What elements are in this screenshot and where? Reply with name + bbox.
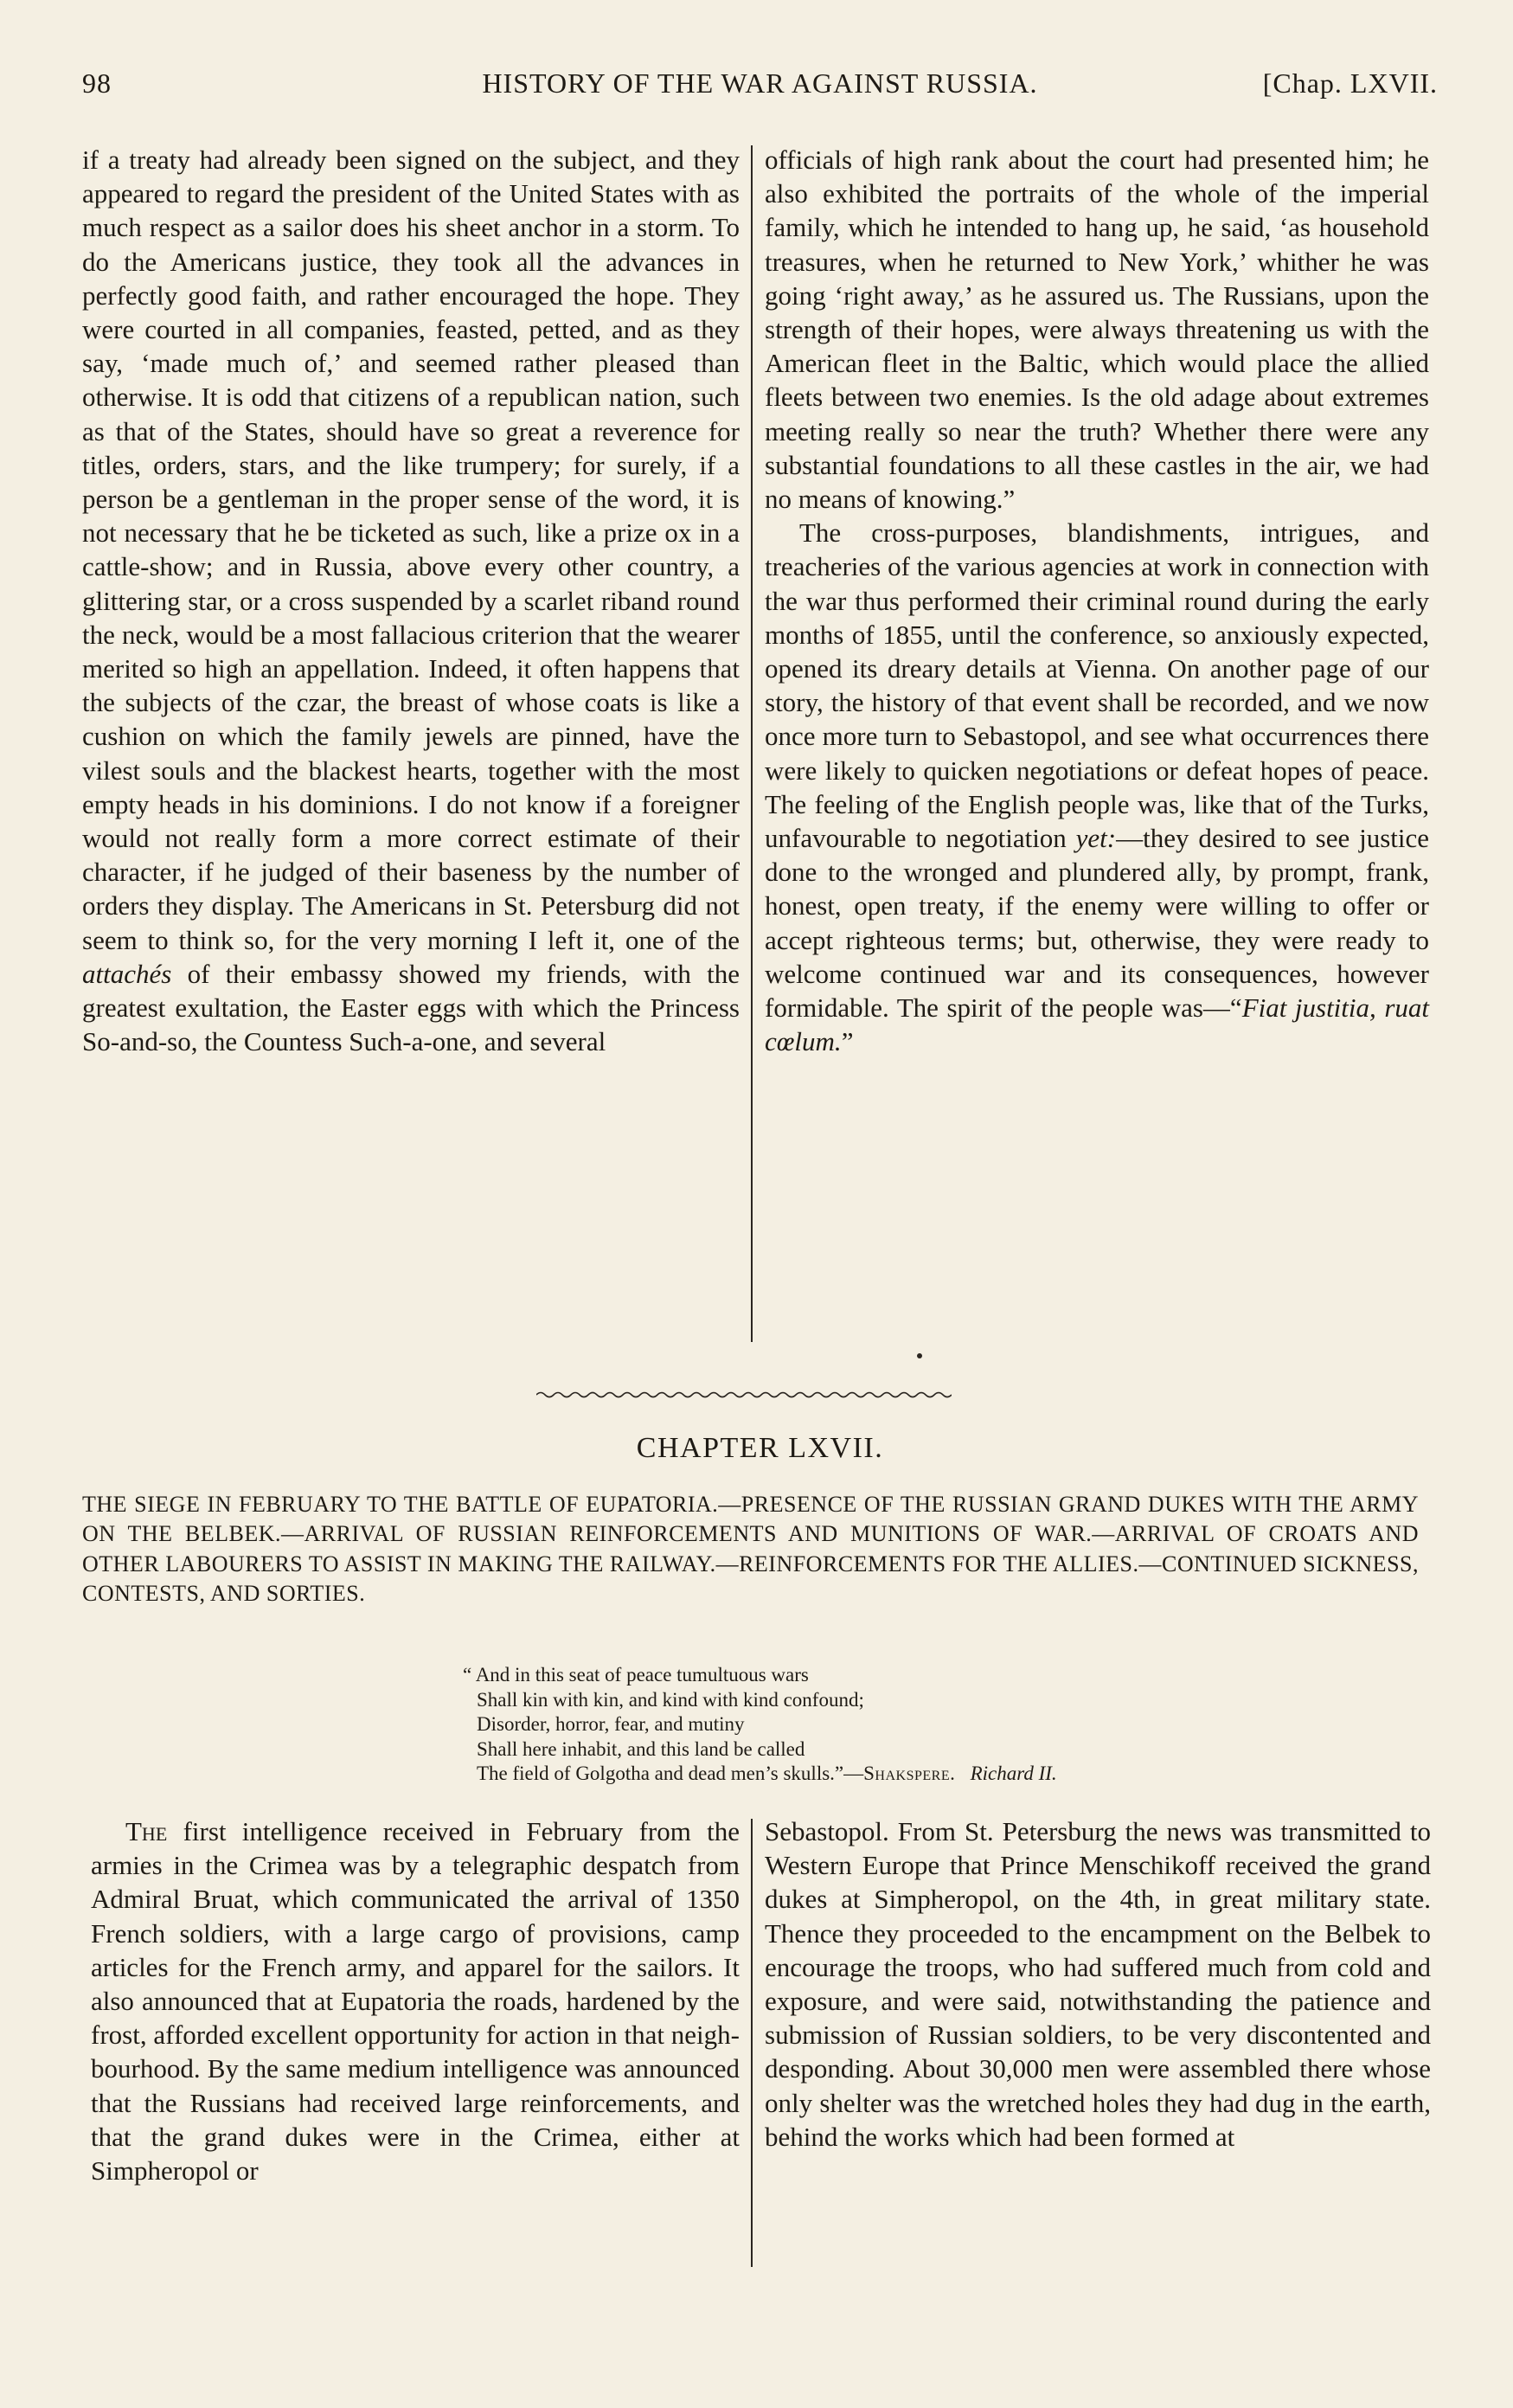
running-title: HISTORY OF THE WAR AGAINST RUSSIA.	[482, 67, 1038, 99]
body-left-column	[91, 1814, 740, 2187]
paragraph-continued: Sebastopol. From St. Petersburg the news was transmitted to Western Europe that Prince Menschikoff received the grand dukes at Simpheropol, on the 4th, in great military state. Thence they proceeded to the encampment on the Belbek to encourage the troops, who had suffered much from cold and exposure, and were said, notwithstanding the patience and submission of Russian soldiers, to be very discontented and desponding. About 30,000 men were assembled there whose only shelter was the wretched holes they had dug in the earth, behind the works which had been formed at	[765, 1816, 1431, 2152]
top-left-column	[82, 143, 740, 1058]
ornament-dot	[917, 1353, 922, 1358]
latin-motto: Fiat justitia, ruat cœlum.	[765, 992, 1429, 1057]
epigraph-line-text: The field of Golgotha and dead men’s skulls.”—	[477, 1763, 864, 1785]
body-right-column	[765, 1814, 1431, 2154]
opening-paragraph	[91, 1814, 740, 2187]
paragraph-quote-end: officials of high rank about the court had presented him; he also exhibited the portraits of the whole of the imperial family, which he intended to hang up, he said, ‘as household treasures, when he returned to New York,’ whither he was going ‘right away,’ as he assured us. The Russians, upon the strength of their hopes, were always threatening us with the American fleet in the Baltic, which would place the allied fleets between two enemies. Is the old adage about extremes meeting really so near the truth? Whether there were any substantial foundations to all these castles in the air, we had no means of knowing.”	[765, 144, 1429, 515]
epigraph-line: Disorder, horror, fear, and mutiny	[477, 1713, 745, 1736]
epigraph-last-line	[463, 1762, 1371, 1787]
paragraph-cross-purposes	[765, 516, 1429, 1058]
epigraph-line: “ And in this seat of peace tumultuous wars	[463, 1664, 809, 1686]
epigraph-line: Shall kin with kin, and kind with kind confound;	[477, 1688, 864, 1711]
section-ornament-rule	[536, 1389, 952, 1401]
chapter-summary: THE SIEGE IN FEBRUARY TO THE BATTLE OF EUPATORIA.—PRESENCE OF THE RUSSIAN GRAND DUKES WITH THE ARMY ON THE BELBEK.—ARRIVAL OF RUSSIAN REINFORCEMENTS AND MUNITIONS OF WAR.—ARRIVAL OF CROATS AND OTHER LABOURERS TO ASSIST IN MAKING THE RAILWAY.—REINFORCEMENTS FOR THE ALLIES.—CONTINUED SICKNESS, CONTESTS, AND SORTIES.	[82, 1492, 1419, 1606]
chapter-reference: [Chap. LXVII.	[1262, 67, 1438, 99]
page-number: 98	[82, 67, 112, 99]
paragraph-continued	[82, 143, 740, 1058]
paragraph-text: —they desired to see justice done to the wronged and plundered ally, by prompt, frank, honest, open treaty, if the enemy were willing to offer or accept righteous terms; but, otherwise, they were ready to welcome continued war and its consequences, however formidable. The spirit of the people was—“	[765, 823, 1429, 1024]
paragraph-text: The cross-purposes, blandishments, intrigues, and treacheries of the various agencies at work in connection with the war thus performed their criminal round during the early months of 1855, until the conference, so anxiously expected, opened its dreary details at Vienna. On another page of our story, the history of that event shall be recorded, and we now once more turn to Sebastopol, and see what occurrences there were likely to quicken negotiations or defeat hopes of peace. The feeling of the English people was, like that of the Turks, unfavourable to negotiation	[765, 517, 1429, 854]
paragraph-text: if a treaty had already been signed on the subject, and they appeared to regard the president of the United States with as much respect as a sailor does his sheet anchor in a storm. To do the Americans justice, they took all the advances in perfectly good faith, and rather encouraged the hope. They were courted in all companies, feasted, petted, and as they say, ‘made much of,’ and seemed rather pleased than otherwise. It is odd that citizens of a republican nation, such as that of the States, should have so great a reverence for titles, orders, stars, and the like trumpery; for surely, if a person be a gentleman in the proper sense of the word, it is not necessary that he be ticketed as such, like a prize ox in a cattle-show; and in Russia, above every other country, a glittering star, or a cross suspended by a scarlet riband round the neck, would be a most fallacious criterion that the wearer merited so high an appellation. Indeed, it often happens that the subjects of the czar, the breast of whose coats is like a cushion on which the family jewels are pinned, have the vilest souls and the blackest hearts, together with the most empty heads in his dominions. I do not know if a foreigner would not really form a more correct estimate of their character, if he judged of their baseness by the number of orders they display. The Americans in St. Petersburg did not seem to think so, for the very morning I left it, one of the	[82, 144, 740, 955]
epigraph-line: Shall here inhabit, and this land be called	[477, 1737, 805, 1760]
column-divider	[751, 1819, 753, 2267]
opening-word: The	[125, 1816, 168, 1846]
paragraph-text: first intelligence received in February from the armies in the Crimea was by a telegraphic despatch from Admiral Bruat, which communicated the arrival of 1350 French soldiers, with a large cargo of provisions, camp articles for the French army, and apparel for the sailors. It also announced that at Eupatoria the roads, hardened by the frost, afforded excellent opportunity for action in that neighbourhood. By the same medium intelligence was announced that the Russians had received large reinforcements, and that the grand dukes were in the Crimea, either at Simpheropol or	[91, 1816, 740, 2186]
italic-word: attachés	[82, 958, 172, 989]
closing-quote: ”	[841, 1026, 854, 1057]
chapter-heading: CHAPTER LXVII.	[636, 1432, 884, 1464]
running-header	[82, 67, 1438, 111]
column-divider	[751, 145, 753, 1342]
paragraph-text-end: of their embassy showed my friends, with the greatest exultation, the Easter eggs with which the Princess So-and-so, the Countess Such-a-one, and several	[82, 958, 740, 1057]
epigraph	[463, 1663, 1371, 1787]
top-right-column	[765, 143, 1429, 1058]
epigraph-work: Richard II.	[970, 1763, 1057, 1785]
italic-word: yet:	[1075, 823, 1117, 854]
epigraph-author: Shakspere.	[863, 1763, 956, 1785]
